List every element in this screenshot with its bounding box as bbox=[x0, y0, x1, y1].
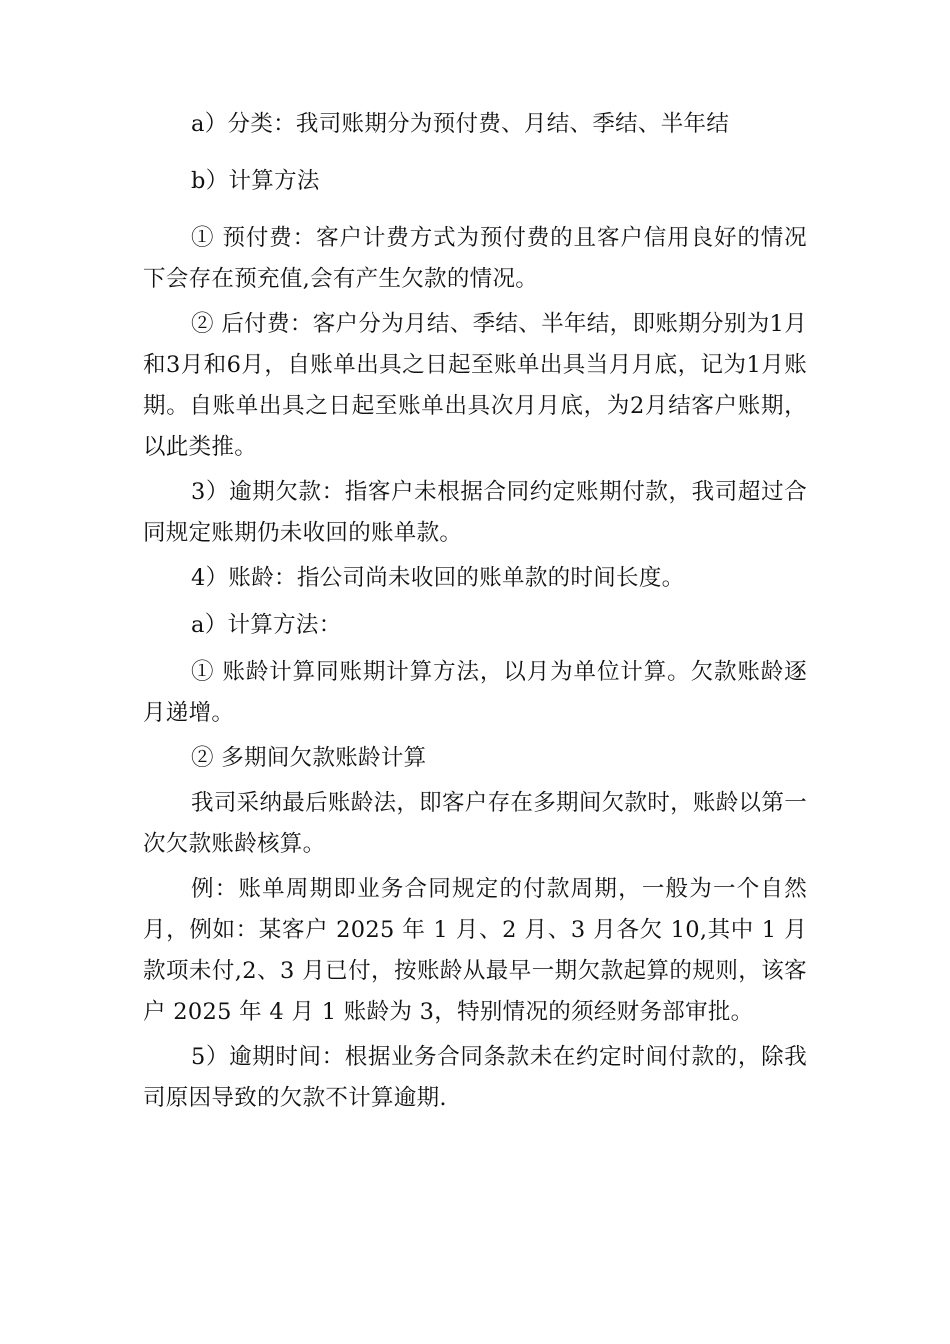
paragraph-overdue-time: 5）逾期时间：根据业务合同条款未在约定时间付款的，除我司原因导致的欠款不计算逾期. bbox=[143, 1044, 807, 1111]
paragraph-postpaid: ② 后付费：客户分为月结、季结、半年结，即账期分别为1月和3月和6月，自账单出具之日起至账单出具当月月底，记为1月账期。自账单出具之日起至账单出具次月月底，为2月结客户账期，以此类推。 bbox=[143, 311, 807, 460]
paragraph-example: 例：账单周期即业务合同规定的付款周期，一般为一个自然月，例如：某客户 2025 年 1 月、2 月、3 月各欠 10,其中 1 月款项未付,2、3 月已付，按账龄从最早一期欠款起算的规则，该客户 2025 年 4 月 1 账龄为 3，特别情况的须经财务部审批。 bbox=[143, 876, 807, 1025]
paragraph-prepaid: ① 预付费：客户计费方式为预付费的且客户信用良好的情况下会存在预充值,会有产生欠款的情况。 bbox=[143, 225, 807, 292]
paragraph-aging-method-1: ① 账龄计算同账期计算方法，以月为单位计算。欠款账龄逐月递增。 bbox=[143, 659, 807, 726]
paragraph-aging-method-2: ② 多期间欠款账龄计算 bbox=[191, 745, 427, 771]
paragraph-aging-method-heading: a）计算方法： bbox=[191, 612, 342, 638]
paragraph-calculation-method-heading: b）计算方法 bbox=[191, 168, 320, 194]
paragraph-aging-definition: 4）账龄：指公司尚未收回的账单款的时间长度。 bbox=[191, 565, 685, 591]
document-body bbox=[143, 104, 807, 1119]
paragraph-classification: a）分类：我司账期分为预付费、月结、季结、半年结 bbox=[191, 111, 730, 137]
paragraph-overdue-debt: 3）逾期欠款：指客户未根据合同约定账期付款，我司超过合同规定账期仍未收回的账单款。 bbox=[143, 479, 807, 546]
paragraph-last-aging-rule: 我司采纳最后账龄法，即客户存在多期间欠款时，账龄以第一次欠款账龄核算。 bbox=[143, 790, 807, 857]
